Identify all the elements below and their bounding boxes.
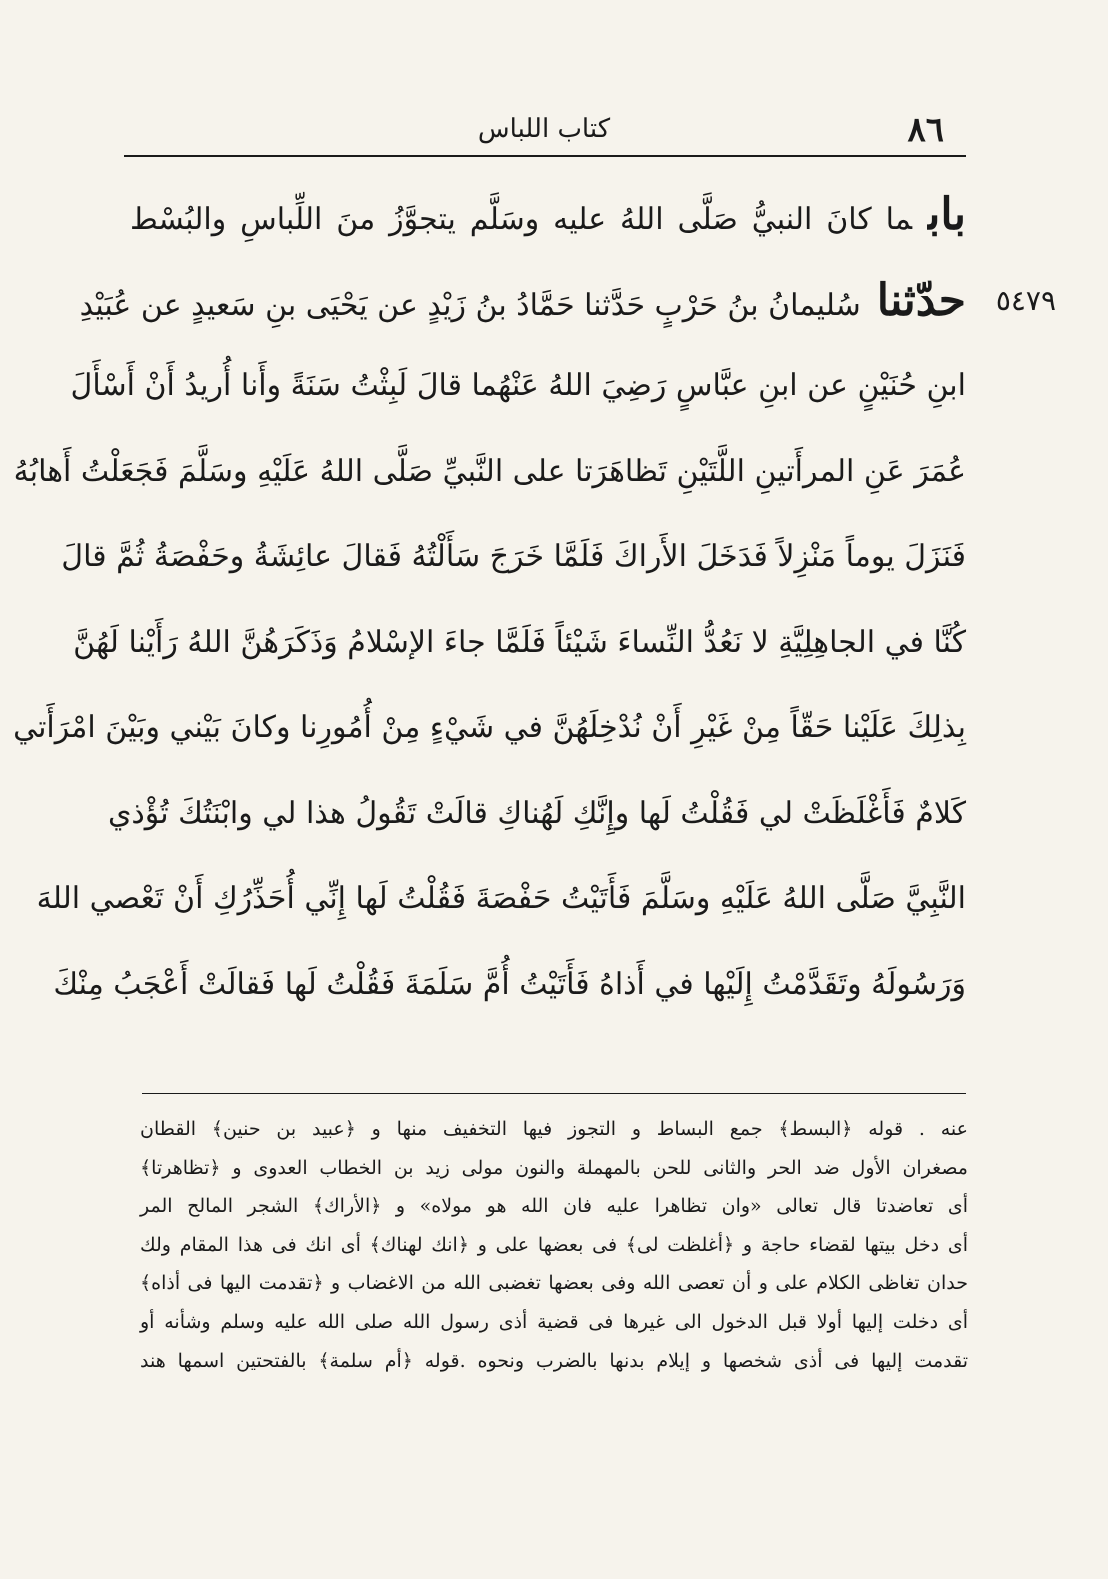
- footnote-line: عنه . قوله ﴿البسط﴾ جمع البساط و التجوز فيها التخفيف منها و ﴿عبيد بن حنين﴾ القطان: [140, 1118, 968, 1140]
- running-head: [124, 108, 964, 152]
- page-number: ٨٦: [907, 110, 944, 150]
- chapter-label: باب: [928, 189, 966, 240]
- hadith-line: فَنَزَلَ يوماً مَنْزِلاً فَدَخَلَ الأَراكَ فَلَمَّا خَرَجَ سَأَلْتُهُ فَقالَ عائِشَةُ وحَفْصَةُ ثُمَّ قالَ: [61, 539, 966, 574]
- footnotes: [140, 1110, 968, 1380]
- hadith-line: وَرَسُولَهُ وتَقَدَّمْتُ إِلَيْها في أَذاهُ فَأَتَيْتُ أُمَّ سَلَمَةَ فَقُلْتُ لَها فَقالَتْ أَعْجَبُ مِنْكَ: [53, 966, 966, 1002]
- hadith-number: ٥٤٧٩: [995, 284, 1056, 317]
- chapter-heading-line: [130, 172, 966, 258]
- hadith-first-line-text: سُليمانُ بنُ حَرْبٍ حَدَّثنا حَمَّادُ بنُ زَيْدٍ عن يَحْيَى بنِ سَعيدٍ عن عُبَيْدِ: [79, 287, 861, 323]
- book-title: كتاب اللباس: [477, 114, 611, 144]
- header-rule: [124, 155, 966, 157]
- hadith-line: عُمَرَ عَنِ المرأَتينِ اللَّتَيْنِ تَظاهَرَتا على النَّبيِّ صَلَّى اللهُ عَلَيْهِ وسَلَّمَ فَجَعَلْتُ أَهابُهُ: [13, 453, 966, 489]
- footnote-line: تقدمت إليها فى أذى شخصها و إيلام بدنها بالضرب ونحوه .قوله ﴿أم سلمة﴾ بالفتحتين اسمها هند: [140, 1349, 968, 1372]
- footnote-rule: [142, 1093, 966, 1094]
- chapter-heading: ما كانَ النبيُّ صَلَّى اللهُ عليه وسَلَّم يتجوَّزُ منَ اللِّباسِ والبُسْط: [130, 202, 913, 237]
- footnote-line: أى دخل بيتها لقضاء حاجة و ﴿أغلظت لى﴾ فى بعضها على و ﴿انك لهناك﴾ أى انك فى هذا المقام ولك: [140, 1233, 968, 1256]
- hadith-line: كَلامٌ فَأَغْلَظَتْ لي فَقُلْتُ لَها وإِنَّكِ لَهُناكِ قالَتْ تَقُولُ هذا لي وابْنَتُكَ تُؤْذي: [107, 795, 966, 831]
- footnote-line: أى تعاضدتا قال تعالى «وان تظاهرا عليه فان الله هو مولاه» و ﴿الأراك﴾ الشجر المالح المر: [140, 1195, 968, 1218]
- hadith-first-line: [79, 258, 966, 344]
- hadith-lead-word: حدّثنا: [876, 274, 966, 326]
- footnote-line: مصغران الأول ضد الحر والثانى للحن بالمهملة والنون مولى زيد بن الخطاب العدوى و ﴿تظاهرتا﴾: [140, 1156, 968, 1179]
- hadith-line: ابنِ حُنَيْنٍ عن ابنِ عبَّاسٍ رَضِيَ اللهُ عَنْهُما قالَ لَبِثْتُ سَنَةً وأَنا أُريدُ أَنْ أَسْأَلَ: [70, 368, 966, 403]
- footnote-line: أى دخلت إليها أولا قبل الدخول الى غيرها فى قضية أذى رسول الله صلى الله عليه وسلم وشأنه أو: [140, 1310, 968, 1333]
- hadith-line: النَّبِيَّ صَلَّى اللهُ عَلَيْهِ وسَلَّمَ فَأَتَيْتُ حَفْصَةَ فَقُلْتُ لَها إِنِّي أُحَذِّرُكِ أَنْ تَعْصي اللهَ: [36, 881, 966, 916]
- hadith-line: كُنَّا في الجاهِلِيَّةِ لا نَعُدُّ النِّساءَ شَيْئاً فَلَمَّا جاءَ الإسْلامُ وَذَكَرَهُنَّ اللهُ رَأَيْنا لَهُنَّ: [73, 624, 966, 660]
- hadith-line: بِذلِكَ عَلَيْنا حَقّاً مِنْ غَيْرِ أَنْ نُدْخِلَهُنَّ في شَيْءٍ مِنْ أُمُورِنا وكانَ بَيْني وبَيْنَ امْرَأَتي: [13, 710, 966, 745]
- main-text: [13, 172, 966, 1027]
- footnote-line: حدان تغاظى الكلام على و أن تعصى الله وفى بعضها تغضبى الله من الاغضاب و ﴿تقدمت اليها فى أذاه﴾: [140, 1272, 968, 1295]
